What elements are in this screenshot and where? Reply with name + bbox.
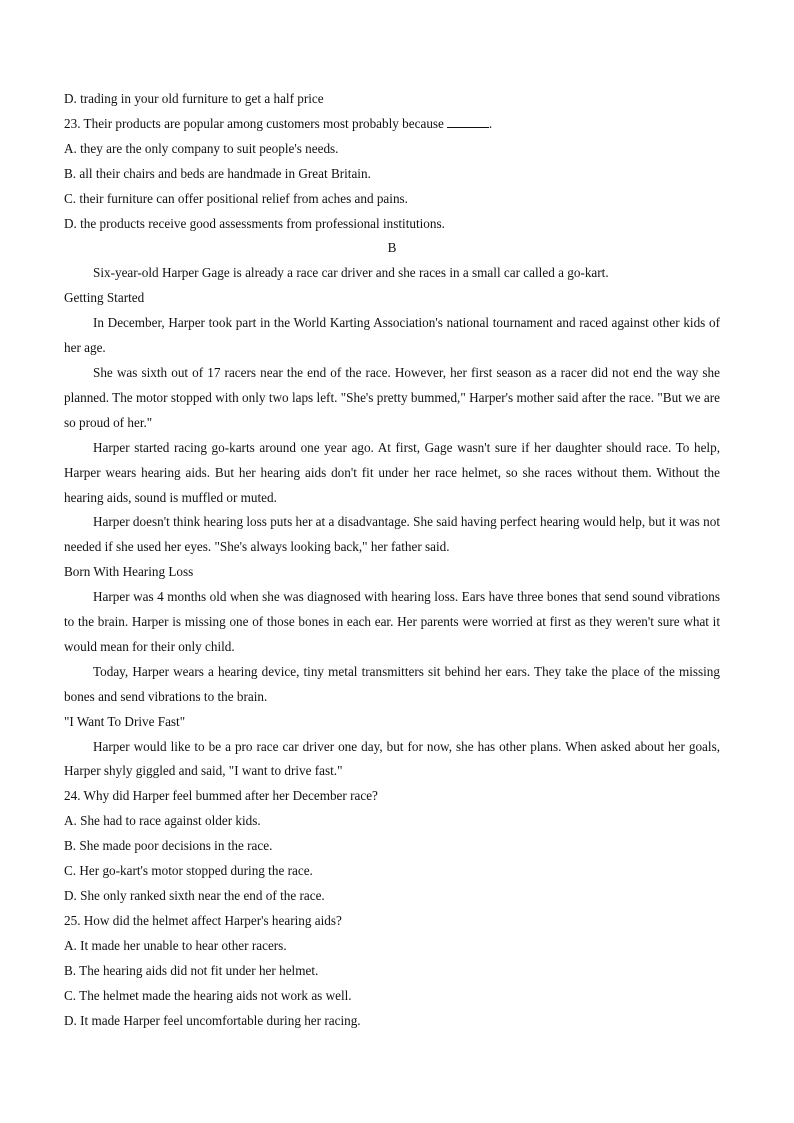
q25-option-c: C. The helmet made the hearing aids not work as well. bbox=[64, 987, 352, 1003]
section-heading-getting-started: Getting Started bbox=[64, 290, 145, 306]
q24-stem: 24. Why did Harper feel bummed after her December race? bbox=[64, 788, 378, 804]
paragraph-5: Harper was 4 months old when she was diagnosed with hearing loss. Ears have three bones that send sound vibrations to the brain. Harper is missing one of those bones in each ear. Her parents were worried at first as they weren't sure what it would mean for their only child. bbox=[64, 589, 720, 654]
q25-option-d: D. It made Harper feel uncomfortable during her racing. bbox=[64, 1012, 361, 1028]
q25-option-b: B. The hearing aids did not fit under her helmet. bbox=[64, 962, 319, 978]
answer-blank bbox=[447, 115, 489, 128]
q24-option-d: D. She only ranked sixth near the end of the race. bbox=[64, 888, 325, 903]
paragraph-6: Today, Harper wears a hearing device, tiny metal transmitters sit behind her ears. They take the place of the missing bones and send vibrations to the brain. bbox=[64, 663, 720, 704]
paragraph-4: Harper doesn't think hearing loss puts her at a disadvantage. She said having perfect hearing would help, but it was not needed if she used her eyes. "She's always looking back," her father said. bbox=[64, 514, 720, 555]
section-heading-drive-fast: "I Want To Drive Fast" bbox=[64, 713, 186, 729]
q23-option-b: B. all their chairs and beds are handmade in Great Britain. bbox=[64, 165, 371, 181]
q24-option-a: A. She had to race against older kids. bbox=[64, 813, 261, 829]
passage-label: B bbox=[387, 240, 397, 256]
q23-option-d: D. the products receive good assessments from professional institutions. bbox=[64, 215, 445, 231]
q25-stem: 25. How did the helmet affect Harper's hearing aids? bbox=[64, 912, 342, 928]
q23-stem-text: 23. Their products are popular among customers most probably because bbox=[64, 115, 444, 131]
paragraph-3: Harper started racing go-karts around one year ago. At first, Gage wasn't sure if her daughter should race. To help, Harper wears hearing aids. But her hearing aids don't fit under her race helmet, so she races without them. Without the hearing aids, sound is muffled or muted. bbox=[64, 439, 720, 505]
q24-option-b: B. She made poor decisions in the race. bbox=[64, 838, 273, 854]
paragraph-2: She was sixth out of 17 racers near the end of the race. However, her first season as a racer did not end the way she planned. The motor stopped with only two laps left. "She's pretty bummed," Harper's mother said after the race. "But we are so proud of her." bbox=[64, 364, 720, 430]
paragraph-7: Harper would like to be a pro race car driver one day, but for now, she has other plans. When asked about her goals, Harper shyly giggled and said, "I want to drive fast." bbox=[64, 738, 720, 779]
passage-intro: Six-year-old Harper Gage is already a race car driver and she races in a small car called a go-kart. bbox=[93, 265, 609, 281]
document-page bbox=[64, 87, 720, 1033]
q23-stem bbox=[64, 112, 720, 137]
q23-option-a: A. they are the only company to suit people's needs. bbox=[64, 140, 339, 156]
paragraph-1: In December, Harper took part in the World Karting Association's national tournament and raced against other kids of her age. bbox=[64, 315, 720, 356]
q24-option-c: C. Her go-kart's motor stopped during the race. bbox=[64, 863, 313, 879]
q23-option-c: C. their furniture can offer positional relief from aches and pains. bbox=[64, 190, 408, 206]
q23-stem-end: . bbox=[488, 115, 493, 131]
q25-option-a: A. It made her unable to hear other racers. bbox=[64, 937, 287, 953]
q22-option-d: D. trading in your old furniture to get a half price bbox=[64, 91, 324, 106]
section-heading-hearing-loss: Born With Hearing Loss bbox=[64, 564, 194, 580]
